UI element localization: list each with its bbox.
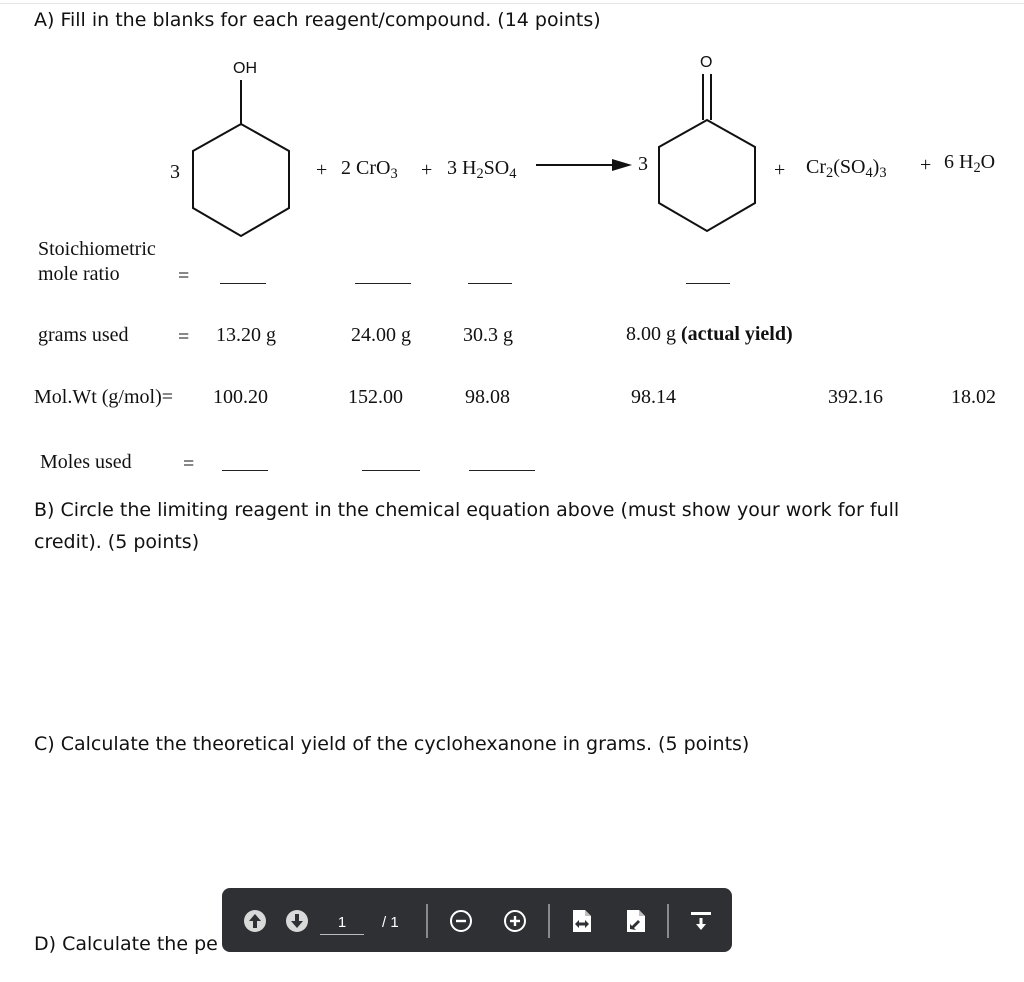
molwt-cr2so43: 392.16 <box>828 386 883 408</box>
zoom-in-button[interactable] <box>502 908 528 934</box>
h2so4-formula: 3 $H_2SO_4$ <box>447 157 517 183</box>
fit-page-button[interactable] <box>623 908 649 934</box>
question-b: B) Circle the limiting reagent in the chemical equation above (must show your work for full <box>34 499 900 521</box>
cr2so43-formula: $Cr_2(SO_4)_3$ <box>806 156 887 182</box>
ratio-label: mole ratio <box>38 263 120 285</box>
blank-ratio-cyclohexanone <box>686 283 730 284</box>
zoom-out-button[interactable] <box>448 908 474 934</box>
previous-page-button[interactable] <box>242 908 268 934</box>
actual-yield-label: (actual yield) <box>681 323 793 345</box>
fit-width-icon <box>571 909 593 933</box>
blank-ratio-cro3 <box>355 283 411 284</box>
blank-ratio-cyclohexanol <box>220 283 266 284</box>
arrow-up-icon <box>243 909 267 933</box>
plus-sign: + <box>316 159 328 181</box>
blank-moles-cro3 <box>362 470 420 471</box>
moles-label: Moles used <box>40 451 132 473</box>
question-c: C) Calculate the theoretical yield of the cyclohexanone in grams. (5 points) <box>34 733 750 755</box>
next-page-button[interactable] <box>284 908 310 934</box>
plus-sign: + <box>774 159 786 181</box>
ratio-label: Stoichiometric <box>38 238 156 260</box>
grams-cyclohexanol: 13.20 g <box>216 324 276 346</box>
o-label: O <box>700 54 713 71</box>
molwt-label: Mol.Wt (g/mol)= <box>34 386 174 408</box>
grams-label: grams used <box>38 324 129 346</box>
arrow-down-icon <box>285 909 309 933</box>
equals-sign: = <box>183 453 195 475</box>
question-a: A) Fill in the blanks for each reagent/compound. (14 points) <box>34 9 601 31</box>
molwt-cyclohexanone: 98.14 <box>631 386 676 408</box>
page-number-input[interactable]: 1 <box>320 912 364 935</box>
grams-cyclohexanone: 8.00 g (actual yield) <box>626 323 793 345</box>
fit-page-icon <box>625 909 647 933</box>
molwt-cro3: 152.00 <box>348 386 403 408</box>
page-total: / 1 <box>382 914 399 931</box>
download-icon <box>689 909 713 933</box>
grams-h2so4: 30.3 g <box>463 324 513 346</box>
grams-cro3: 24.00 g <box>351 324 411 346</box>
plus-sign: + <box>421 159 433 181</box>
water-formula: 6 $H_2O$ <box>944 151 996 177</box>
question-b-continued: credit). (5 points) <box>34 531 200 553</box>
equals-sign: = <box>178 326 190 348</box>
equals-sign: = <box>178 265 190 287</box>
toolbar-divider <box>667 904 669 938</box>
blank-ratio-h2so4 <box>468 283 512 284</box>
toolbar-divider <box>426 904 428 938</box>
blank-moles-cyclohexanol <box>222 470 268 471</box>
molwt-cyclohexanol: 100.20 <box>213 386 268 408</box>
product-coefficient: 3 <box>638 153 648 175</box>
zoom-in-icon <box>503 909 527 933</box>
zoom-out-icon <box>449 909 473 933</box>
reactant-coefficient: 3 <box>170 161 180 183</box>
toolbar-divider <box>548 904 550 938</box>
cro3-formula: 2 CrO$_3$ <box>341 157 398 183</box>
blank-moles-h2so4 <box>469 470 535 471</box>
molwt-h2so4: 98.08 <box>465 386 510 408</box>
question-d: D) Calculate the pe <box>34 933 218 955</box>
fit-width-button[interactable] <box>569 908 595 934</box>
download-button[interactable] <box>688 908 714 934</box>
molwt-water: 18.02 <box>951 386 996 408</box>
plus-sign: + <box>920 154 932 176</box>
oh-label: OH <box>233 60 257 77</box>
